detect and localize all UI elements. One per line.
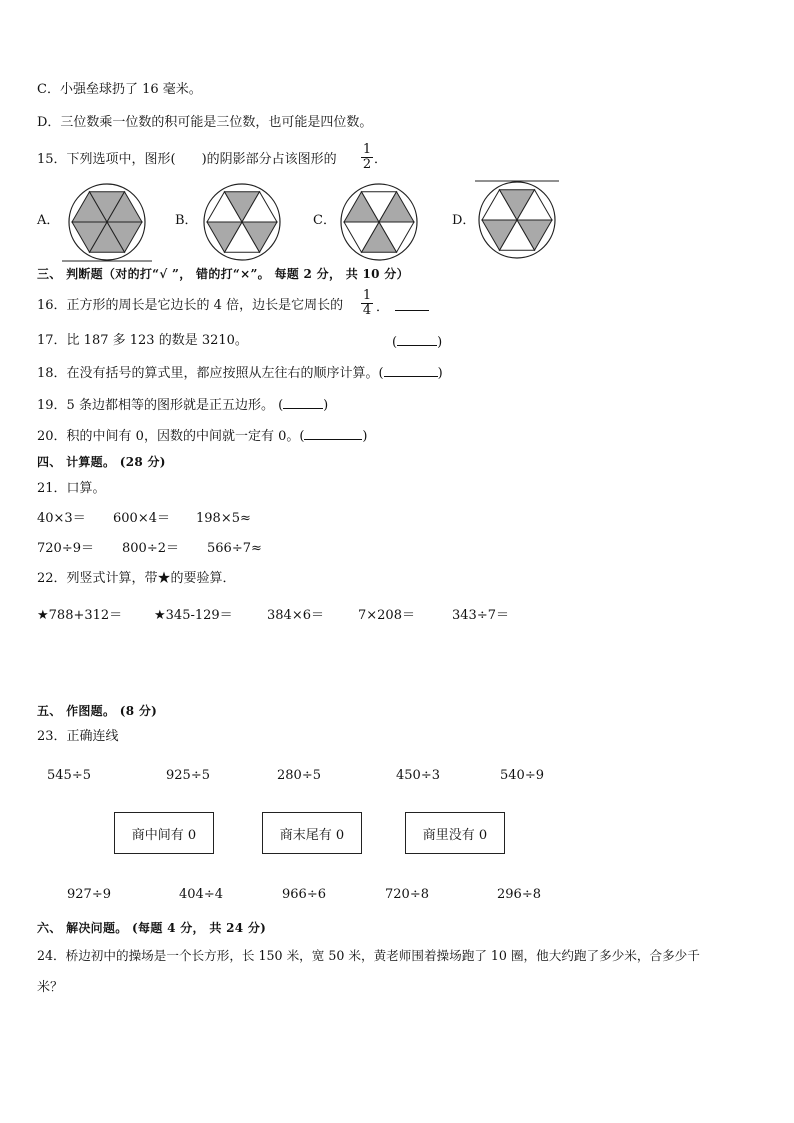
q16-fraction-den: 4 (362, 303, 372, 318)
figure-d (475, 178, 559, 262)
q19-answer-blank[interactable] (283, 396, 323, 409)
q17-answer (392, 333, 442, 351)
q21-r1-c3: 198×5≈ (196, 511, 251, 526)
q23-box-3: 商里没有 0 (405, 812, 505, 854)
q15-fraction (361, 143, 373, 172)
q14-option-d: D．三位数乘一位数的积可能是三位数，也可能是四位数。 (37, 115, 373, 130)
q20-line (37, 427, 368, 445)
figure-a (62, 180, 152, 264)
q23-top-2: 925÷5 (166, 768, 210, 783)
q18-answer-blank[interactable] (384, 364, 438, 377)
q17-paren-left: ( (392, 335, 398, 350)
q23-bottom-3: 966÷6 (282, 887, 326, 902)
q23-top-5: 540÷9 (500, 768, 544, 783)
q18-text: 18．在没有括号的算式里，都应按照从左往右的顺序计算。( (37, 366, 384, 381)
q22-item-5: 343÷7＝ (452, 608, 509, 623)
q16-fraction (361, 289, 373, 318)
q16-period: ． (376, 300, 390, 315)
q19-paren-right: ) (323, 398, 329, 413)
q21-r2-c1: 720÷9＝ (37, 541, 94, 556)
q23-top-1: 545÷5 (47, 768, 91, 783)
q21-r2-c3: 566÷7≈ (207, 541, 262, 556)
q15-fraction-num: 1 (362, 142, 372, 157)
q15-text-end: ． (374, 152, 388, 167)
option-a-label: A． (37, 213, 60, 228)
option-b-label: B． (175, 213, 198, 228)
q23-top-3: 280÷5 (277, 768, 321, 783)
q21-text: 21．口算。 (37, 481, 106, 496)
q21-r1-c1: 40×3＝ (37, 511, 86, 526)
q22-text: 22．列竖式计算，带★的要验算． (37, 571, 236, 586)
q24-text-line2: 米？ (37, 980, 64, 995)
option-c-label: C． (313, 213, 336, 228)
q21-r1-c2: 600×4＝ (113, 511, 170, 526)
q23-bottom-1: 927÷9 (67, 887, 111, 902)
figure-b (200, 180, 284, 264)
q20-paren-right: ) (362, 429, 368, 444)
q23-box-1: 商中间有 0 (114, 812, 214, 854)
q19-text: 19．5 条边都相等的图形就是正五边形。 ( (37, 398, 284, 413)
q23-top-4: 450÷3 (396, 768, 440, 783)
q18-line (37, 364, 443, 382)
section-5-heading: 五、 作图题。 (8 分) (37, 704, 158, 718)
q16-answer-blank[interactable] (395, 298, 429, 311)
q19-line (37, 396, 328, 414)
q15-fraction-den: 2 (362, 157, 372, 172)
q16-text-end (376, 298, 429, 316)
q16-text: 16．正方形的周长是它边长的 4 倍，边长是它周长的 (37, 298, 344, 313)
q22-item-1: ★788+312＝ (37, 608, 123, 623)
q15-text: 15．下列选项中，图形( )的阴影部分占该图形的 (37, 152, 337, 167)
q17-answer-blank[interactable] (397, 333, 437, 346)
option-d-label: D． (452, 213, 476, 228)
q23-bottom-4: 720÷8 (385, 887, 429, 902)
figure-c (337, 180, 421, 264)
q20-answer-blank[interactable] (304, 427, 362, 440)
q20-text: 20．积的中间有 0，因数的中间就一定有 0。( (37, 429, 305, 444)
q23-box-2: 商末尾有 0 (262, 812, 362, 854)
q24-text-line1: 24．桥边初中的操场是一个长方形，长 150 米，宽 50 米，黄老师围着操场跑了 10 圈，他大约跑了多少米，合多少千 (37, 948, 700, 963)
q17-text: 17．比 187 多 123 的数是 3210。 (37, 333, 248, 348)
q17-paren-right: ) (437, 335, 443, 350)
q18-paren-right: ) (437, 366, 443, 381)
q23-bottom-2: 404÷4 (179, 887, 223, 902)
q21-r2-c2: 800÷2＝ (122, 541, 179, 556)
q16-fraction-num: 1 (362, 288, 372, 303)
q14-option-c: C．小强垒球扔了 16 毫米。 (37, 82, 202, 97)
q22-item-2: ★345-129＝ (154, 608, 233, 623)
section-3-heading: 三、 判断题（对的打“√ ”， 错的打“×”。 每题 2 分， 共 10 分） (37, 267, 409, 281)
section-6-heading: 六、 解决问题。 (每题 4 分， 共 24 分) (37, 921, 267, 935)
q22-item-4: 7×208＝ (358, 608, 415, 623)
q22-item-3: 384×6＝ (267, 608, 324, 623)
section-4-heading: 四、 计算题。 (28 分) (37, 455, 166, 469)
q23-bottom-5: 296÷8 (497, 887, 541, 902)
q23-text: 23．正确连线 (37, 729, 119, 744)
